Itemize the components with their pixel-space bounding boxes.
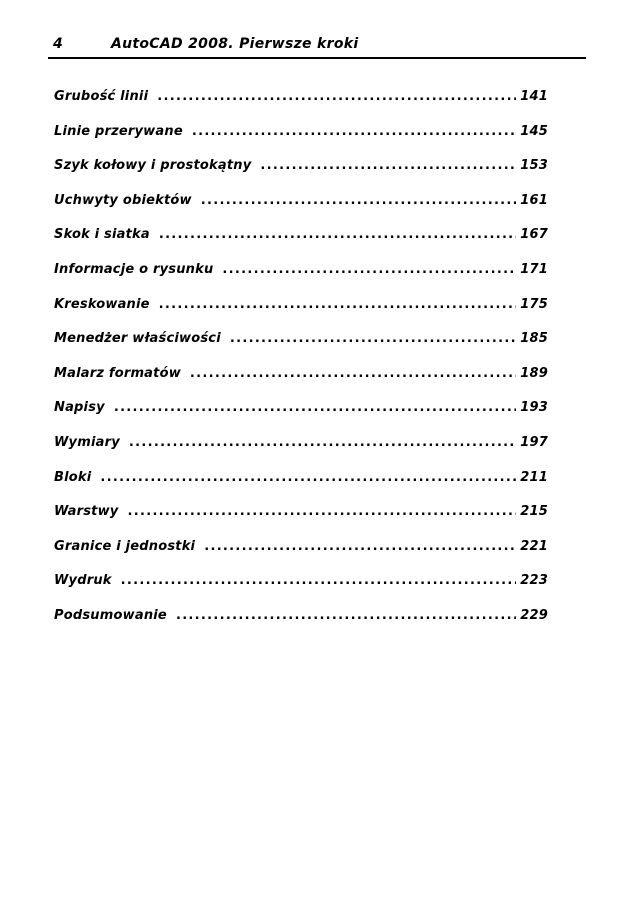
dot-leader xyxy=(204,539,516,554)
toc-entry-title: Warstwy xyxy=(54,504,119,520)
dot-leader xyxy=(129,435,516,450)
toc-entry-page: 215 xyxy=(520,504,548,520)
toc-entry-title: Wydruk xyxy=(54,573,112,589)
toc-entry-page: 211 xyxy=(520,469,548,485)
toc-entry-title: Podsumowanie xyxy=(54,607,167,623)
toc-entry xyxy=(54,400,548,435)
toc-entry-title: Informacje o rysunku xyxy=(54,261,214,277)
dot-leader xyxy=(159,297,517,312)
toc-entry-page: 197 xyxy=(520,434,548,450)
dot-leader xyxy=(176,608,516,623)
toc-entry xyxy=(54,539,548,574)
dot-leader xyxy=(260,158,516,173)
dot-leader xyxy=(100,470,516,485)
toc-entry-title: Wymiary xyxy=(54,434,120,450)
toc-entry-page: 221 xyxy=(520,538,548,554)
toc-entry-title: Granice i jednostki xyxy=(54,538,196,554)
dot-leader xyxy=(157,89,516,104)
dot-leader xyxy=(121,573,517,588)
toc-entry xyxy=(54,193,548,228)
toc-entry-page: 223 xyxy=(520,573,548,589)
dot-leader xyxy=(230,331,516,346)
dot-leader xyxy=(201,193,517,208)
toc-entry xyxy=(54,124,548,159)
dot-leader xyxy=(114,400,516,415)
toc-entry xyxy=(54,504,548,539)
toc-entry-title: Linie przerywane xyxy=(54,123,183,139)
toc-entry-title: Skok i siatka xyxy=(54,227,150,243)
toc-entry-title: Napisy xyxy=(54,400,105,416)
toc-entry xyxy=(54,366,548,401)
toc-entry xyxy=(54,435,548,470)
toc-entry xyxy=(54,262,548,297)
header-rule xyxy=(48,57,586,59)
dot-leader xyxy=(159,227,516,242)
toc-entry-title: Bloki xyxy=(54,469,92,485)
toc-entry xyxy=(54,158,548,193)
toc-entry-page: 171 xyxy=(520,261,548,277)
toc-entry-page: 193 xyxy=(520,400,548,416)
toc-entry xyxy=(54,227,548,262)
toc-entry-page: 175 xyxy=(520,296,548,312)
toc-entry-page: 189 xyxy=(520,365,548,381)
toc-entry xyxy=(54,297,548,332)
toc-entry xyxy=(54,331,548,366)
toc-entry-title: Malarz formatów xyxy=(54,365,181,381)
toc-entry-page: 229 xyxy=(520,607,548,623)
toc-entry-page: 161 xyxy=(520,192,548,208)
toc-entry xyxy=(54,470,548,505)
page-number: 4 xyxy=(53,36,64,52)
toc-entry-title: Uchwyty obiektów xyxy=(54,192,192,208)
toc-entry-page: 141 xyxy=(520,89,548,104)
toc-entry xyxy=(54,608,548,643)
toc-entry-page: 167 xyxy=(520,227,548,243)
toc-entry-title: Grubość linii xyxy=(54,89,149,104)
page-header xyxy=(53,36,585,56)
dot-leader xyxy=(127,504,516,519)
toc-entry-title: Menedżer właściwości xyxy=(54,331,221,347)
toc-entry xyxy=(54,573,548,608)
running-title: AutoCAD 2008. Pierwsze kroki xyxy=(111,36,359,52)
dot-leader xyxy=(192,124,516,139)
table-of-contents xyxy=(54,89,548,643)
toc-entry-page: 145 xyxy=(520,123,548,139)
toc-entry-page: 185 xyxy=(520,331,548,347)
dot-leader xyxy=(190,366,516,381)
dot-leader xyxy=(222,262,516,277)
toc-entry-title: Szyk kołowy i prostokątny xyxy=(54,158,252,174)
toc-entry xyxy=(54,89,548,124)
toc-entry-title: Kreskowanie xyxy=(54,296,150,312)
toc-entry-page: 153 xyxy=(520,158,548,174)
